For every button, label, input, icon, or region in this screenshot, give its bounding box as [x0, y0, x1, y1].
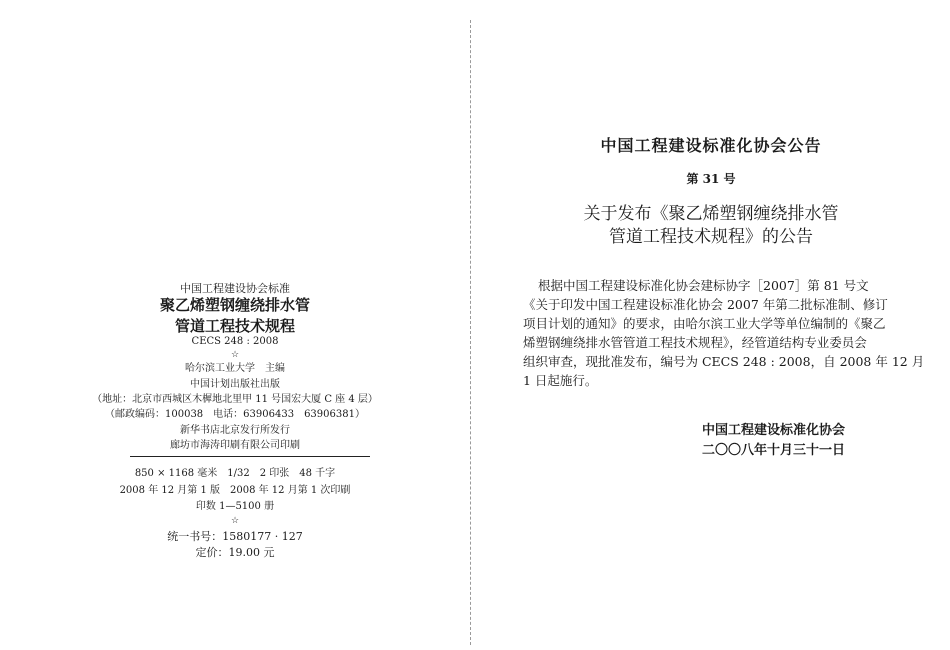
signatory: 中国工程建设标准化协会	[702, 423, 846, 438]
price: 定价：19.00 元	[195, 546, 275, 559]
body-line: 项目计划的通知》的要求，由哈尔滨工业大学等单位编制的《聚乙	[523, 316, 886, 331]
announcement-number: 第 31 号	[686, 172, 736, 186]
publisher-address: （地址：北京市西城区木樨地北里甲 11 号国宏大厦 C 座 4 层）	[92, 394, 378, 405]
book-title-line2: 管道工程技术规程	[174, 317, 295, 335]
chief-editor: 哈尔滨工业大学 主编	[185, 363, 285, 374]
body-line: 根据中国工程建设标准化协会建标协字［2007］第 81 号文	[538, 278, 869, 293]
distributor: 新华书店北京发行所发行	[180, 425, 290, 436]
book-format: 850 × 1168 毫米 1/32 2 印张 48 千字	[134, 468, 336, 479]
edition-info: 2008 年 12 月第 1 版 2008 年 12 月第 1 次印刷	[119, 485, 351, 496]
body-line: 1 日起施行。	[523, 373, 598, 388]
announcement-date: 二〇〇八年十月三十一日	[702, 443, 846, 458]
body-line: 《关于印发中国工程建设标准化协会 2007 年第二批标准制、修订	[523, 297, 888, 312]
announcement-subject-line2: 管道工程技术规程》的公告	[609, 227, 813, 247]
book-number: 统一书号：1580177 · 127	[167, 530, 303, 543]
star-divider: ☆	[230, 350, 240, 360]
page-fold	[470, 20, 471, 645]
announcement-subject-line1: 关于发布《聚乙烯塑钢缠绕排水管	[583, 204, 839, 224]
divider-rule	[130, 456, 370, 457]
publisher-contact: （邮政编码：100038 电话：63906433 63906381）	[105, 409, 365, 420]
announcement-page	[472, 0, 950, 650]
announcement-heading: 中国工程建设标准化协会公告	[600, 136, 822, 155]
publisher: 中国计划出版社出版	[190, 379, 280, 390]
copyright-page	[0, 0, 470, 650]
print-run: 印数 1—5100 册	[195, 501, 275, 512]
star-divider: ☆	[230, 516, 240, 526]
book-title-line1: 聚乙烯塑钢缠绕排水管	[159, 296, 310, 314]
body-line: 组织审查，现批准发布，编号为 CECS 248 : 2008，自 2008 年 12 月	[523, 354, 925, 369]
publisher-series: 中国工程建设协会标准	[180, 282, 290, 295]
body-line: 烯塑钢缠绕排水管管道工程技术规程》，经管道结构专业委员会	[523, 335, 867, 350]
printer: 廊坊市海涛印刷有限公司印刷	[170, 440, 300, 451]
standard-code: CECS 248 : 2008	[191, 336, 279, 347]
